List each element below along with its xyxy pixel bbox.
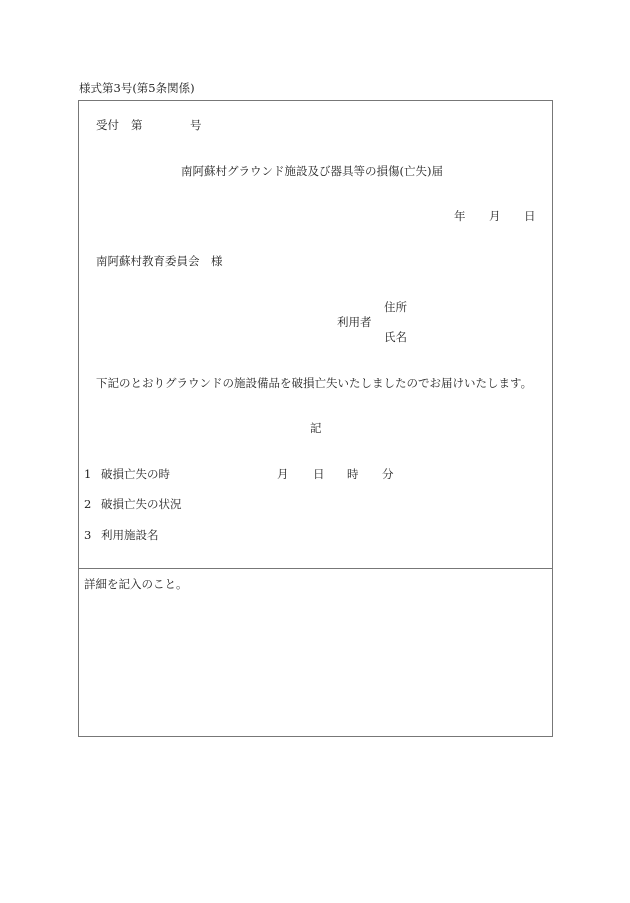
item-label: 利用施設名 bbox=[101, 528, 159, 542]
document-title: 南阿蘇村グラウンド施設及び器具等の損傷(亡失)届 bbox=[181, 164, 443, 178]
date-year: 年 bbox=[454, 209, 466, 223]
item-month: 月 bbox=[277, 467, 289, 481]
item-label: 破損亡失の状況 bbox=[101, 497, 182, 511]
item-number: 2 bbox=[84, 497, 92, 511]
receipt-no-prefix: 第 bbox=[131, 118, 143, 132]
item-minute: 分 bbox=[382, 467, 394, 481]
item-hour: 時 bbox=[347, 467, 359, 481]
applicant-label: 利用者 bbox=[337, 315, 372, 329]
name-label: 氏名 bbox=[384, 330, 407, 344]
ki-heading: 記 bbox=[310, 421, 322, 435]
address-label: 住所 bbox=[384, 300, 407, 314]
section-divider bbox=[78, 568, 552, 569]
item-number: 3 bbox=[84, 528, 92, 542]
statement: 下記のとおりグラウンドの施設備品を破損亡失いたしましたのでお届けいたします。 bbox=[96, 376, 533, 390]
details-note: 詳細を記入のこと。 bbox=[84, 577, 188, 591]
date-day: 日 bbox=[524, 209, 536, 223]
date-month: 月 bbox=[489, 209, 501, 223]
addressee: 南阿蘇村教育委員会 様 bbox=[96, 254, 223, 268]
receipt-label: 受付 bbox=[96, 118, 119, 132]
item-number: 1 bbox=[84, 467, 92, 481]
form-box bbox=[78, 100, 553, 737]
item-label: 破損亡失の時 bbox=[101, 467, 170, 481]
form-label: 様式第3号(第5条関係) bbox=[79, 81, 195, 95]
item-day: 日 bbox=[313, 467, 325, 481]
receipt-no-suffix: 号 bbox=[190, 118, 202, 132]
